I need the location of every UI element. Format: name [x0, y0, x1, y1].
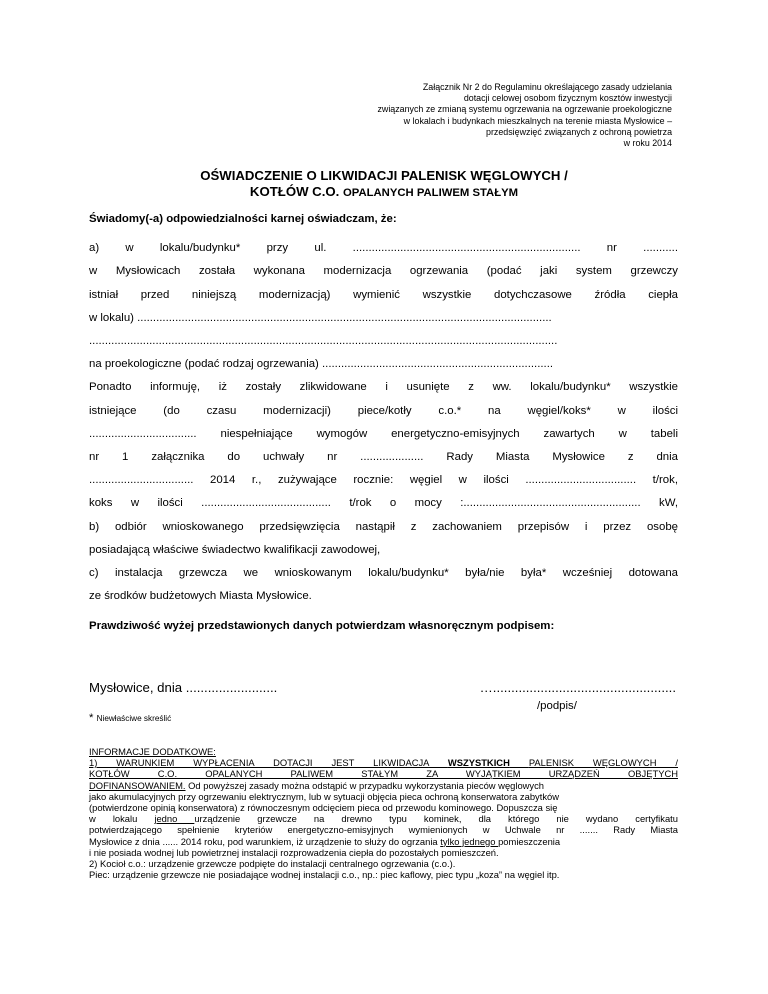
annex-line: dotacji celowej osobom fizycznym kosztów inwestycji: [463, 93, 672, 104]
body-line: w Mysłowicach została wykonana modernizacja ogrzewania (podać jaki system grzewczy: [89, 265, 678, 277]
annex-line: w roku 2014: [623, 138, 672, 149]
info-line: [89, 757, 678, 768]
info-line: Piec: urządzenie grzewcze nie posiadające wodnej instalacji c.o., np.: piec kaflowy, piec typu „koza” na węgiel itp.: [89, 869, 560, 881]
info-text: urządzenie grzewcze na drewno typu kominek, dla którego nie wydano certyfikatu: [194, 813, 678, 825]
body-line: koks w ilości ......................................... t/rok o mocy :........................................................ kW,: [89, 497, 678, 509]
body-line: .................................. niespełniające wymogów energetyczno-emisyjnych zawartych w tabeli: [89, 428, 678, 440]
body-line: posiadającą właściwe świadectwo kwalifikacji zawodowej,: [89, 544, 381, 556]
footnote-star: *: [89, 712, 94, 724]
body-line: b) odbiór wnioskowanego przedsięwzięcia nastąpił z zachowaniem przepisów i przez osobę: [89, 521, 678, 533]
additional-information: [89, 746, 678, 880]
body-line: nr 1 załącznika do uchwały nr .................... Rady Miasta Mysłowice z dnia: [89, 451, 678, 463]
info-text: Mysłowice z dnia ...... 2014 roku, pod warunkiem, iż urządzenie to służy do ogrzania: [89, 835, 441, 847]
info-line: KOTŁÓW C.O. OPALANYCH PALIWEM STAŁYM ZA WYJĄTKIEM URZĄDZEŃ OBJĘTYCH: [89, 768, 678, 780]
info-emphasis: jedno: [154, 813, 195, 825]
document-title-line2: [0, 184, 768, 199]
info-text: PALENISK WĘGLOWYCH /: [528, 757, 678, 769]
info-line: (potwierdzone opinią konserwatora) z równoczesnym odcięciem pieca od przewodu kominowego. Dopuszcza się: [89, 801, 558, 813]
info-emphasis: tylko jednego: [440, 835, 499, 847]
info-heading: INFORMACJE DODATKOWE:: [89, 746, 216, 757]
declaration-intro: Świadomy(-a) odpowiedzialności karnej oświadczam, że:: [89, 213, 397, 225]
info-text: w lokalu: [89, 813, 155, 825]
body-line: ....................................................................................................................................................: [89, 335, 558, 347]
info-line: potwierdzającego spełnienie kryteriów energetyczno-emisyjnych wymienionych w Uchwale nr ....... Rady Miasta: [89, 824, 678, 836]
body-line: ................................. 2014 r., zużywające rocznie: węgiel w ilości ................................... t/rok,: [89, 474, 678, 486]
confirmation-statement: Prawdziwość wyżej przedstawionych danych potwierdzam własnoręcznym podpisem:: [89, 620, 555, 632]
annex-header: [252, 82, 672, 149]
body-line: c) instalacja grzewcza we wnioskowanym lokalu/budynku* była/nie była* wcześniej dotowana: [89, 567, 678, 579]
body-line: na proekologiczne (podać rodzaj ogrzewania) .........................................................................: [89, 358, 554, 370]
info-emphasis: WSZYSTKICH: [447, 757, 510, 769]
document-title-line1: OŚWIADCZENIE O LIKWIDACJI PALENISK WĘGLOWYCH /: [200, 168, 568, 183]
place-and-date-field: Mysłowice, dnia .........................: [89, 680, 278, 695]
info-text: Od powyższej zasady można odstąpić w przypadku wykorzystania pieców węglowych: [185, 779, 545, 791]
body-line: istniejące (do czasu modernizacji) piece/kotły c.o.* na węgiel/koks* w ilości: [89, 405, 678, 417]
body-line: Ponadto informuję, iż zostały zlikwidowane i usunięte z ww. lokalu/budynku* wszystkie: [89, 381, 678, 393]
info-line: [89, 836, 678, 847]
footnote-text: Niewłaściwe skreślić: [96, 714, 172, 723]
info-line: jako akumulacyjnych przy ogrzewaniu elektrycznym, lub w sytuacji objęcia pieca ochroną konserwatora zabytków: [89, 790, 560, 802]
info-text: 1) WARUNKIEM WYPŁACENIA DOTACJI JEST LIKWIDACJA: [89, 757, 429, 769]
signature-line: …..................................................: [479, 680, 676, 695]
info-line: [89, 780, 678, 791]
body-line: istniał przed niniejszą modernizacją) wymienić wszystkie dotychczasowe źródła ciepła: [89, 289, 678, 301]
info-line: 2) Kocioł c.o.: urządzenie grzewcze podpięte do instalacji centralnego ogrzewania (c.o.).: [89, 857, 456, 869]
title-small: OPALANYCH PALIWEM STAŁYM: [342, 187, 519, 199]
body-line: ze środków budżetowych Miasta Mysłowice.: [89, 590, 312, 602]
annex-line: przedsięwzięć związanych z ochroną powietrza: [486, 126, 672, 137]
annex-line: w lokalach i budynkach mieszkalnych na terenie miasta Mysłowice –: [403, 115, 672, 126]
title-main: KOTŁÓW C.O.: [249, 184, 340, 199]
annex-line: związanych ze zmianą systemu ogrzewania na ogrzewanie proekologiczne: [377, 104, 672, 115]
info-line: i nie posiada wodnej lub powietrznej instalacji rozprowadzenia ciepła do pozostałych pomieszczeń.: [89, 846, 499, 858]
signature-label: /podpis/: [537, 700, 577, 712]
body-line: a) w lokalu/budynku* przy ul. ........................................................................ nr ...........: [89, 242, 678, 254]
body-line: w lokalu) ...................................................................................................................................: [89, 312, 552, 324]
footnote: [89, 712, 171, 724]
info-text: DOFINANSOWANIEM.: [89, 779, 186, 791]
annex-line: Załącznik Nr 2 do Regulaminu określającego zasady udzielania: [422, 82, 672, 92]
info-line: [89, 813, 678, 824]
info-text: pomieszczenia: [498, 835, 561, 847]
